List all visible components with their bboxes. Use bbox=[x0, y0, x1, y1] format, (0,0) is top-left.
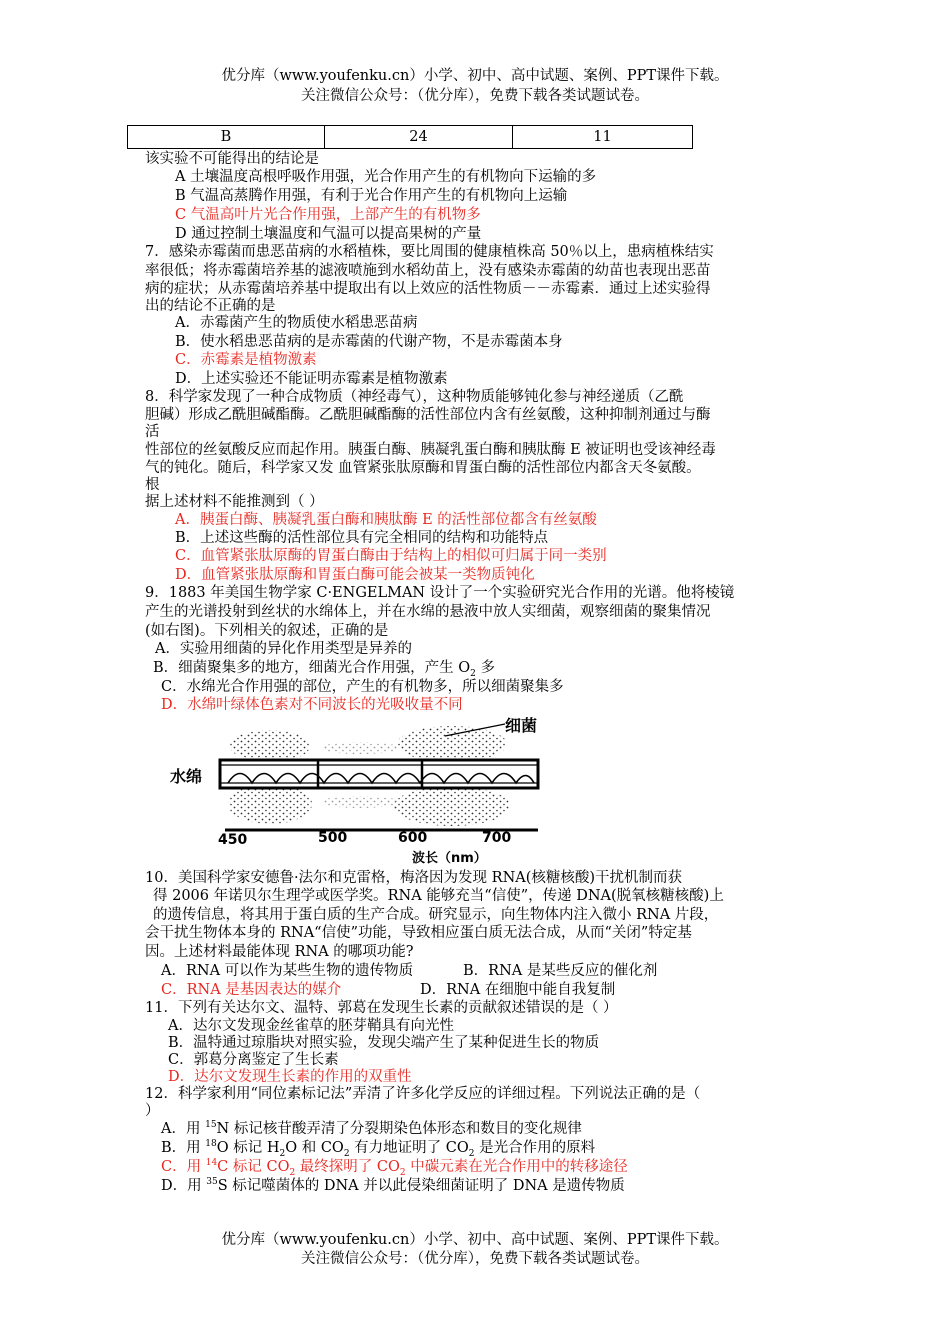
engelmann-figure bbox=[170, 716, 550, 866]
q10-line2: 得 2006 年诺贝尔生理学或医学奖。RNA 能够充当“信使”，传递 DNA(脱氧核糖核酸)上 bbox=[153, 888, 724, 904]
q11-stem: 11．下列有关达尔文、温特、郭葛在发现生长素的贡献叙述错误的是（ ） bbox=[145, 1000, 618, 1016]
data-table bbox=[127, 125, 693, 149]
q7-option-c: C．赤霉素是植物激素 bbox=[175, 352, 317, 368]
q12-option-b-part: O 标记 H bbox=[216, 1140, 280, 1156]
q10-option-c: C．RNA 是基因表达的媒介 bbox=[161, 982, 342, 998]
q12-option-a bbox=[161, 1119, 582, 1139]
algae-filament bbox=[220, 760, 538, 788]
q7-option-a: A．赤霉菌产生的物质使水稻患恶苗病 bbox=[175, 315, 418, 331]
bacteria-label: 细菌 bbox=[505, 716, 538, 735]
q8-line5: 气的钝化。随后，科学家又发 血管紧张肽原酶和胃蛋白酶的活性部位内都含天冬氨酸。 bbox=[145, 460, 701, 476]
subscript: 2 bbox=[468, 1148, 475, 1159]
q8-line6: 根 bbox=[145, 477, 160, 493]
q12-option-c-part: 最终探明了 CO bbox=[295, 1159, 400, 1175]
q10-line5: 因。上述材料最能体现 RNA 的哪项功能? bbox=[145, 944, 414, 960]
q12-option-b-text: B．用 bbox=[161, 1140, 206, 1156]
superscript: 14 bbox=[205, 1158, 218, 1169]
table-cell: 24 bbox=[325, 126, 513, 149]
q7-line1: 7．感染赤霉菌而患恶苗病的水稻植株，要比周围的健康植株高 50％以上，患病植株结实 bbox=[145, 244, 714, 260]
q12-option-b-part: 有力地证明了 CO bbox=[349, 1140, 469, 1156]
q10-option-d: D．RNA 在细胞中能自我复制 bbox=[420, 982, 616, 998]
q8-option-d: D．血管紧张肽原酶和胃蛋白酶可能会被某一类物质钝化 bbox=[175, 567, 535, 583]
q11-option-c: C．郭葛分离鉴定了生长素 bbox=[168, 1052, 339, 1068]
q12-option-b-tail: 是光合作用的原料 bbox=[474, 1140, 596, 1156]
page-header-line2: 关注微信公众号：（优分库），免费下载各类试题试卷。 bbox=[301, 88, 649, 104]
q8-line4: 性部位的丝氨酸反应而起作用。胰蛋白酶、胰凝乳蛋白酶和胰肽酶 E 被证明也受该神经毒 bbox=[145, 442, 716, 458]
q12-option-c-text: C．用 bbox=[161, 1159, 206, 1175]
table-row bbox=[128, 126, 693, 149]
tick-label: 450 bbox=[218, 832, 248, 848]
q9-option-a: A．实验用细菌的异化作用类型是异养的 bbox=[155, 641, 412, 657]
superscript: 18 bbox=[205, 1139, 217, 1150]
axis-label: 波长（nm） bbox=[412, 851, 487, 866]
q9-option-b-tail: 多 bbox=[475, 660, 495, 676]
q9-option-d: D．水绵叶绿体色素对不同波长的光吸收量不同 bbox=[161, 697, 463, 713]
q9-line1: 9．1883 年美国生物学家 C·ENGELMAN 设计了一个实验研究光合作用的光谱。他将棱镜 bbox=[145, 585, 735, 601]
tick-label: 600 bbox=[398, 830, 428, 846]
q6-option-b: B 气温高蒸腾作用强，有利于光合作用产生的有机物向上运输 bbox=[175, 188, 568, 204]
superscript: 35 bbox=[206, 1177, 218, 1188]
q10-line3: 的遗传信息，将其用于蛋白质的生产合成。研究显示，向生物体内注入微小 RNA 片段， bbox=[153, 907, 719, 923]
q7-line2: 率很低；将赤霉菌培养基的滤液喷施到水稻幼苗上，没有感染赤霉菌的幼苗也表现出恶苗 bbox=[145, 263, 711, 279]
tick-label: 700 bbox=[482, 830, 512, 846]
q12-option-c-tail: 中碳元素在光合作用中的转移途径 bbox=[405, 1159, 628, 1175]
q8-option-c: C．血管紧张肽原酶的胃蛋白酶由于结构上的相似可归属于同一类别 bbox=[175, 548, 607, 564]
q8-option-a: A．胰蛋白酶、胰凝乳蛋白酶和胰肽酶 E 的活性部位都含有丝氨酸 bbox=[175, 512, 597, 528]
q12-line2: ） bbox=[145, 1103, 160, 1119]
subscript: 2 bbox=[289, 1167, 296, 1178]
q12-option-d-text: D．用 bbox=[161, 1178, 207, 1194]
q8-line1: 8．科学家发现了一种合成物质（神经毒气），这种物质能够钝化参与神经递质（乙酰 bbox=[145, 389, 684, 405]
q11-option-a: A．达尔文发现金丝雀草的胚芽鞘具有向光性 bbox=[168, 1018, 454, 1034]
subscript: 2 bbox=[343, 1148, 350, 1159]
q9-option-b-text: B．细菌聚集多的地方，细菌光合作用强，产生 O bbox=[153, 660, 471, 676]
q6-stem: 该实验不可能得出的结论是 bbox=[145, 151, 319, 167]
q12-option-c bbox=[161, 1157, 628, 1177]
q6-option-c: C 气温高叶片光合作用强，上部产生的有机物多 bbox=[175, 207, 481, 223]
q9-option-c: C．水绵光合作用强的部位，产生的有机物多，所以细菌聚集多 bbox=[161, 679, 564, 695]
q9-line2: 产生的光谱投射到丝状的水绵体上，并在水绵的悬液中放人实细菌，观察细菌的聚集情况 bbox=[145, 604, 711, 620]
q8-option-b: B．上述这些酶的活性部位具有完全相同的结构和功能特点 bbox=[175, 530, 549, 546]
table-cell: 11 bbox=[513, 126, 693, 149]
q12-option-b bbox=[161, 1138, 595, 1158]
q9-option-b bbox=[153, 658, 495, 678]
page-footer-line2: 关注微信公众号：（优分库），免费下载各类试题试卷。 bbox=[301, 1251, 649, 1267]
algae-label: 水绵 bbox=[170, 767, 203, 786]
tick-label: 500 bbox=[318, 830, 348, 846]
q7-option-b: B．使水稻患恶苗病的是赤霉菌的代谢产物，不是赤霉菌本身 bbox=[175, 334, 563, 350]
q10-line1: 10．美国科学家安德鲁·法尔和克雷格，梅洛因为发现 RNA(核糖核酸)干扰机制而获 bbox=[145, 870, 683, 886]
subscript: 2 bbox=[399, 1167, 406, 1178]
subscript: 2 bbox=[470, 668, 476, 679]
q6-option-a: A 土壤温度高根呼吸作用强，光合作用产生的有机物向下运输的多 bbox=[175, 169, 597, 185]
page-footer-line1: 优分库（www.youfenku.cn）小学、初中、高中试题、案例、PPT课件下载。 bbox=[221, 1232, 729, 1248]
table-cell: B bbox=[128, 126, 325, 149]
q7-line3: 病的症状；从赤霉菌培养基中提取出有以上效应的活性物质－－赤霉素．通过上述实验得 bbox=[145, 281, 711, 297]
q8-line7: 据上述材料不能推测到（ ） bbox=[145, 494, 324, 510]
q7-option-d: D．上述实验还不能证明赤霉素是植物激素 bbox=[175, 371, 448, 387]
q7-line4: 出的结论不正确的是 bbox=[145, 298, 276, 314]
q11-option-b: B．温特通过琼脂块对照实验，发现尖端产生了某种促进生长的物质 bbox=[168, 1035, 600, 1051]
q10-option-b: B．RNA 是某些反应的催化剂 bbox=[463, 963, 658, 979]
superscript: 15 bbox=[205, 1120, 217, 1131]
q11-option-d: D．达尔文发现生长素的作用的双重性 bbox=[168, 1069, 412, 1085]
q12-line1: 12．科学家利用“同位素标记法”弄清了许多化学反应的详细过程。下列说法正确的是（ bbox=[145, 1086, 701, 1102]
q12-option-d bbox=[161, 1176, 625, 1196]
q8-line3: 活 bbox=[145, 424, 160, 440]
q10-line4: 会干扰生物体本身的 RNA“信使”功能，导致相应蛋白质无法合成，从而“关闭”特定基 bbox=[145, 925, 692, 941]
q9-line3: (如右图)。下列相关的叙述，正确的是 bbox=[145, 623, 389, 639]
q12-option-a-tail: N 标记核苷酸弄清了分裂期染色体形态和数目的变化规律 bbox=[216, 1121, 582, 1137]
q10-option-a: A．RNA 可以作为某些生物的遗传物质 bbox=[161, 963, 414, 979]
q12-option-b-part: O 和 CO bbox=[285, 1140, 344, 1156]
q12-option-d-tail: S 标记噬菌体的 DNA 并以此侵染细菌证明了 DNA 是遗传物质 bbox=[217, 1178, 625, 1194]
q12-option-c-part: C 标记 CO bbox=[217, 1159, 290, 1175]
q6-option-d: D 通过控制土壤温度和气温可以提高果树的产量 bbox=[175, 226, 482, 242]
q8-line2: 胆碱）形成乙酰胆碱酯酶。乙酰胆碱酯酶的活性部位内含有丝氨酸，这种抑制剂通过与酶 bbox=[145, 407, 711, 423]
q12-option-a-text: A．用 bbox=[161, 1121, 206, 1137]
subscript: 2 bbox=[279, 1148, 286, 1159]
page-header-line1: 优分库（www.youfenku.cn）小学、初中、高中试题、案例、PPT课件下载。 bbox=[221, 68, 729, 84]
